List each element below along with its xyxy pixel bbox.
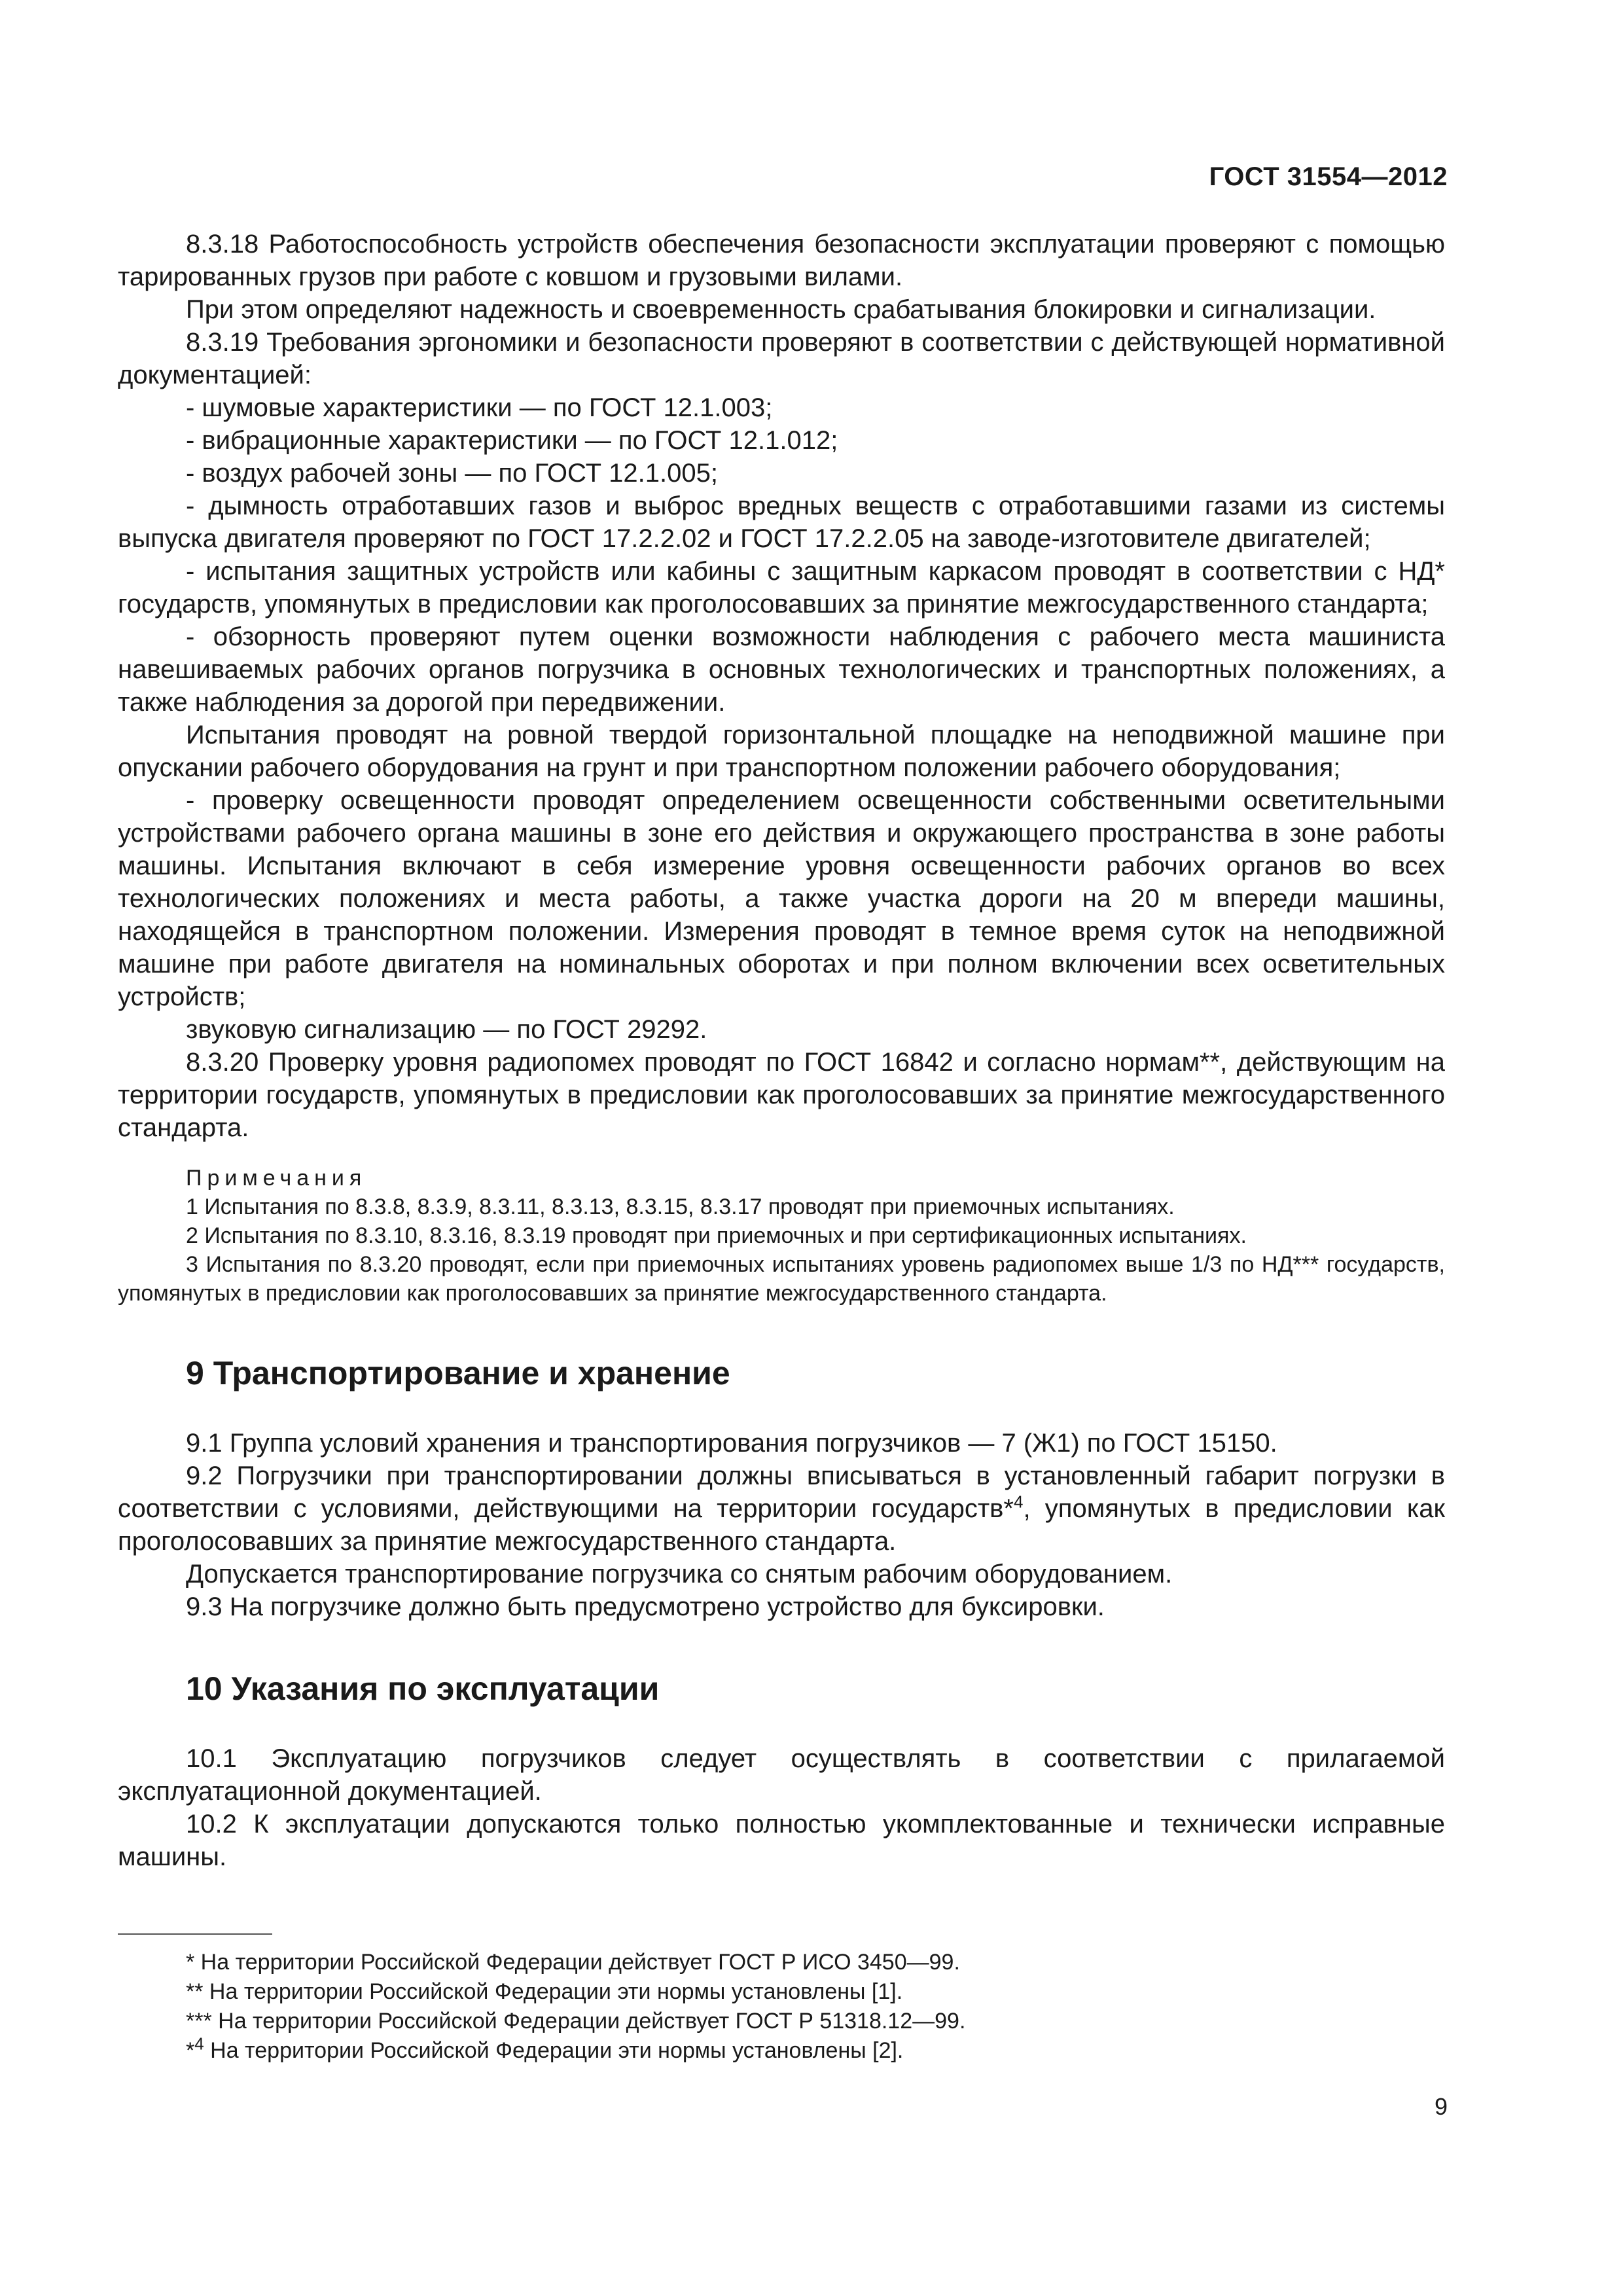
- paragraph-sound-signal: звуковую сигнализацию — по ГОСТ 29292.: [186, 1015, 707, 1044]
- notes-block: [118, 1164, 1445, 1308]
- note-item: 3 Испытания по 8.3.20 проводят, если при приемочных испытаниях уровень радиопомех выше 1/3 по НД*** государств, упомянутых в предисловии как проголосовавших за принятие межгосударственного стандарта.: [118, 1252, 1445, 1306]
- paragraph-10-1: 10.1 Эксплуатацию погрузчиков следует осуществлять в соответствии с прилагаемой эксплуатационной документацией.: [118, 1744, 1445, 1806]
- footnote-ref-4: 4: [1014, 1492, 1024, 1512]
- paragraph-blocking-check: При этом определяют надежность и своевременность срабатывания блокировки и сигнализации.: [186, 295, 1376, 324]
- footnotes-block: [118, 1948, 1445, 2066]
- paragraph-8-3-20: 8.3.20 Проверку уровня радиопомех проводят по ГОСТ 16842 и согласно нормам**, действующим на территории государств, упомянутых в предисловии как проголосовавших за принятие межгосударственного стандарта.: [118, 1048, 1445, 1142]
- list-item-smoke: - дымность отработавших газов и выброс вредных веществ с отработавшими газами из системы выпуска двигателя проверяют по ГОСТ 17.2.2.02 и ГОСТ 17.2.2.05 на заводе-изготовителе двигателей;: [118, 492, 1445, 553]
- page-body: [118, 228, 1445, 1873]
- list-item-illumination: - проверку освещенности проводят определением освещенности собственными осветительными устройствами рабочего органа машины в зоне его действия и окружающего пространства в зоне работы машины. Испытания включают в себя измерение уровня освещенности рабочих органов во всех технологических положениях и места работы, а также участка дороги на 20 м впереди машины, находящейся в транспортном положении. Измерения проводят в темное время суток на неподвижной машине при работе двигателя на номинальных оборотах и при полном включении всех осветительных устройств;: [118, 786, 1445, 1011]
- footnote-3: *** На территории Российской Федерации действует ГОСТ Р 51318.12—99.: [186, 2009, 966, 2034]
- list-item-protective-devices: - испытания защитных устройств или кабины с защитным каркасом проводят в соответствии с НД* государств, упомянутых в предисловии как проголосовавших за принятие межгосударственного стандарта;: [118, 557, 1445, 619]
- list-item-noise: - шумовые характеристики — по ГОСТ 12.1.003;: [186, 393, 773, 422]
- paragraph-9-2-text-end: , упомянутых в предисловии как проголосовавших за принятие межгосударственного стандарта.: [118, 1494, 1445, 1556]
- footnote-4-text: На территории Российской Федерации эти нормы установлены [2].: [204, 2038, 904, 2063]
- section-9-title: 9 Транспортирование и хранение: [186, 1355, 730, 1391]
- paragraph-test-conditions: Испытания проводят на ровной твердой горизонтальной площадке на неподвижной машине при опускании рабочего оборудования на грунт и при транспортном положении рабочего оборудования;: [118, 721, 1445, 782]
- paragraph-8-3-18: 8.3.18 Работоспособность устройств обеспечения безопасности эксплуатации проверяют с помощью тарированных грузов при работе с ковшом и грузовыми вилами.: [118, 230, 1445, 291]
- paragraph-10-2: 10.2 К эксплуатации допускаются только полностью укомплектованные и технически исправные машины.: [118, 1810, 1445, 1871]
- footnote-4-sup: 4: [194, 2034, 204, 2054]
- footnote-4: [118, 2036, 1445, 2066]
- section-10-title: 10 Указания по эксплуатации: [186, 1670, 660, 1707]
- footnote-1: * На территории Российской Федерации действует ГОСТ Р ИСО 3450—99.: [186, 1950, 960, 1975]
- list-item-air: - воздух рабочей зоны — по ГОСТ 12.1.005;: [186, 459, 718, 488]
- notes-title: Примечания: [186, 1166, 367, 1191]
- page-number: 9: [1434, 2093, 1448, 2120]
- list-item-visibility: - обзорность проверяют путем оценки возможности наблюдения с рабочего места машиниста навешиваемых рабочих органов погрузчика в основных технологических и транспортных положениях, а также наблюдения за дорогой при передвижении.: [118, 622, 1445, 717]
- paragraph-9-1: 9.1 Группа условий хранения и транспортирования погрузчиков — 7 (Ж1) по ГОСТ 15150.: [186, 1429, 1277, 1458]
- list-item-vibration: - вибрационные характеристики — по ГОСТ 12.1.012;: [186, 426, 838, 455]
- paragraph-8-3-19: 8.3.19 Требования эргономики и безопасности проверяют в соответствии с действующей нормативной документацией:: [118, 328, 1445, 389]
- footnote-4-marker: *: [186, 2038, 195, 2063]
- note-item: 1 Испытания по 8.3.8, 8.3.9, 8.3.11, 8.3.13, 8.3.15, 8.3.17 проводят при приемочных испытаниях.: [186, 1194, 1175, 1219]
- paragraph-9-2-note: Допускается транспортирование погрузчика со снятым рабочим оборудованием.: [186, 1560, 1173, 1588]
- note-item: 2 Испытания по 8.3.10, 8.3.16, 8.3.19 проводят при приемочных и при сертификационных испытаниях.: [186, 1223, 1247, 1248]
- footnote-separator: [118, 1933, 272, 1935]
- footnote-2: ** На территории Российской Федерации эти нормы установлены [1].: [186, 1979, 903, 2004]
- document-code-header: ГОСТ 31554—2012: [1209, 162, 1448, 191]
- paragraph-9-2-text: 9.2 Погрузчики при транспортировании должны вписываться в установленный габарит погрузки в соответствии с условиями, действующими на территории государств*: [118, 1462, 1445, 1523]
- paragraph-9-2: [118, 1460, 1445, 1558]
- paragraph-9-3: 9.3 На погрузчике должно быть предусмотрено устройство для буксировки.: [186, 1592, 1105, 1621]
